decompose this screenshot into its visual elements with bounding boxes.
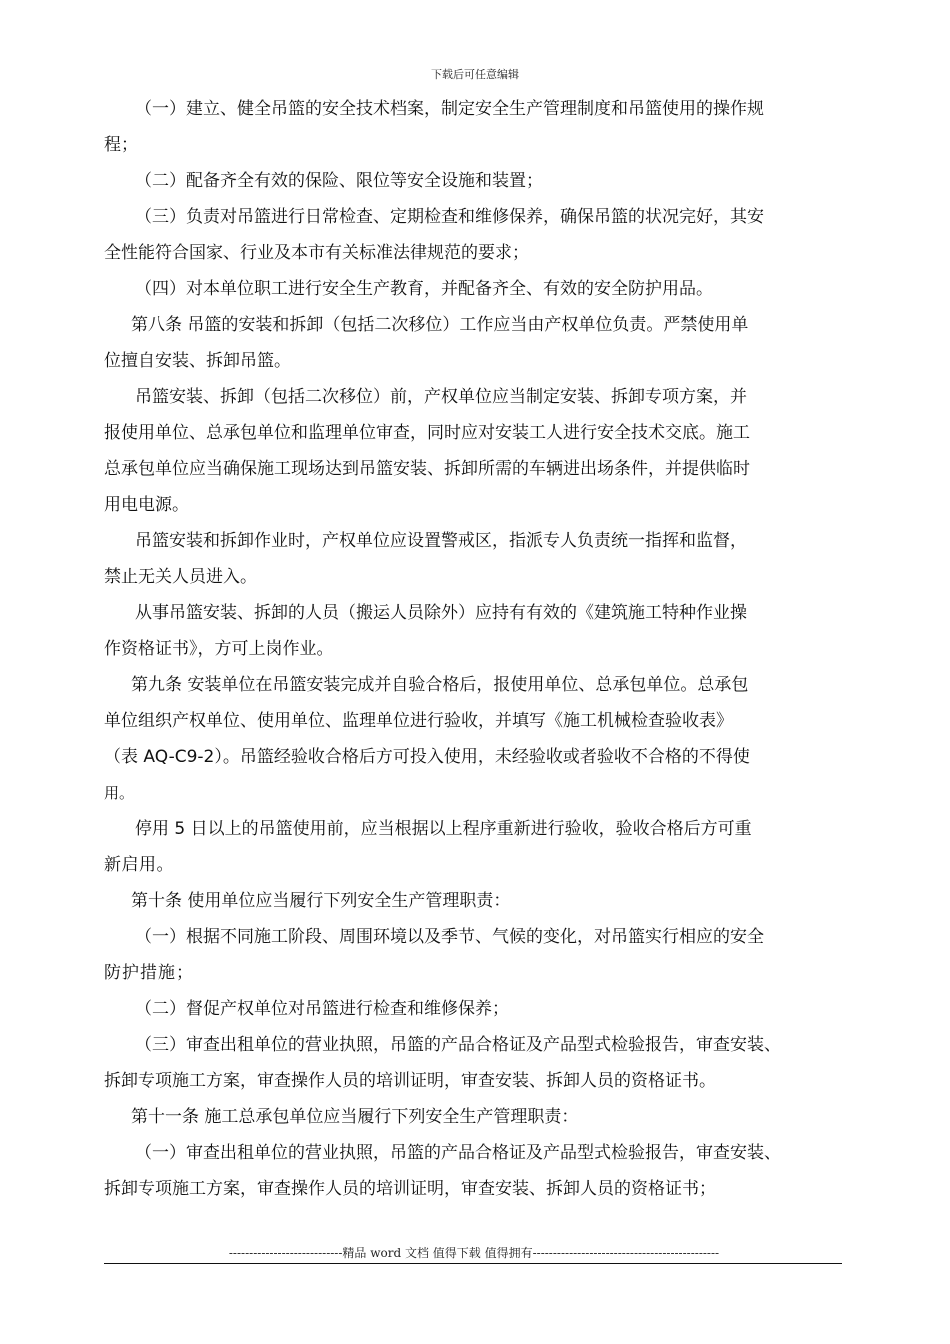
text-line: 第十条 使用单位应当履行下列安全生产管理职责： [131,891,511,911]
text-line: （三）审查出租单位的营业执照，吊篮的产品合格证及产品型式检验报告，审查安装、 [135,1035,781,1055]
text-line: （一）审查出租单位的营业执照，吊篮的产品合格证及产品型式检验报告，审查安装、 [135,1143,781,1163]
text-line: 防护措施； [104,963,194,983]
text-line: 吊篮安装、拆卸（包括二次移位）前，产权单位应当制定安装、拆卸专项方案，并 [135,387,747,407]
text-line: 报使用单位、总承包单位和监理单位审查，同时应对安装工人进行安全技术交底。施工 [104,423,750,443]
text-line: 新启用。 [104,855,174,875]
text-line: （二）督促产权单位对吊篮进行检查和维修保养； [135,999,509,1019]
text-line: 作资格证书》，方可上岗作业。 [104,639,334,659]
text-line: （表 AQ-C9-2）。吊篮经验收合格后方可投入使用，未经验收或者验收不合格的不得使 [104,747,750,767]
text-line: 禁止无关人员进入。 [104,567,257,587]
text-line: 用电电源。 [104,495,189,515]
text-line: （一）建立、健全吊篮的安全技术档案，制定安全生产管理制度和吊篮使用的操作规 [135,99,764,119]
text-line: 拆卸专项施工方案，审查操作人员的培训证明，审查安装、拆卸人员的资格证书。 [104,1071,716,1091]
text-line: 位擅自安装、拆卸吊篮。 [104,351,291,371]
text-line: （二）配备齐全有效的保险、限位等安全设施和装置； [135,171,543,191]
text-line: 吊篮安装和拆卸作业时，产权单位应设置警戒区，指派专人负责统一指挥和监督， [135,531,747,551]
text-line: 第十一条 施工总承包单位应当履行下列安全生产管理职责： [131,1107,579,1127]
text-line: 总承包单位应当确保施工现场达到吊篮安装、拆卸所需的车辆进出场条件，并提供临时 [104,459,750,479]
text-line: （四）对本单位职工进行安全生产教育，并配备齐全、有效的安全防护用品。 [135,279,713,299]
text-line: 拆卸专项施工方案，审查操作人员的培训证明，审查安装、拆卸人员的资格证书； [104,1179,716,1199]
text-line: 全性能符合国家、行业及本市有关标准法律规范的要求； [104,243,529,263]
footer-rule [104,1263,842,1264]
text-line: （一）根据不同施工阶段、周围环境以及季节、气候的变化，对吊篮实行相应的安全 [135,927,764,947]
text-line: 程； [104,135,138,155]
text-line: 停用 5 日以上的吊篮使用前，应当根据以上程序重新进行验收，验收合格后方可重 [135,819,752,839]
text-line: 从事吊篮安装、拆卸的人员（搬运人员除外）应持有有效的《建筑施工特种作业操 [135,603,747,623]
text-line: 第九条 安装单位在吊篮安装完成并自验合格后，报使用单位、总承包单位。总承包 [131,675,749,695]
text-line: 第八条 吊篮的安装和拆卸（包括二次移位）工作应当由产权单位负责。严禁使用单 [131,315,749,335]
text-line: 用。 [104,784,135,802]
text-line: （三）负责对吊篮进行日常检查、定期检查和维修保养，确保吊篮的状况完好，其安 [135,207,764,227]
footer-text: ----------------------------精品 word 文档 值得下载 值得拥有---------------------------------------------- [228,1246,720,1260]
text-line: 单位组织产权单位、使用单位、监理单位进行验收，并填写《施工机械检查验收表》 [104,711,733,731]
page-header: 下载后可任意编辑 [431,68,519,81]
